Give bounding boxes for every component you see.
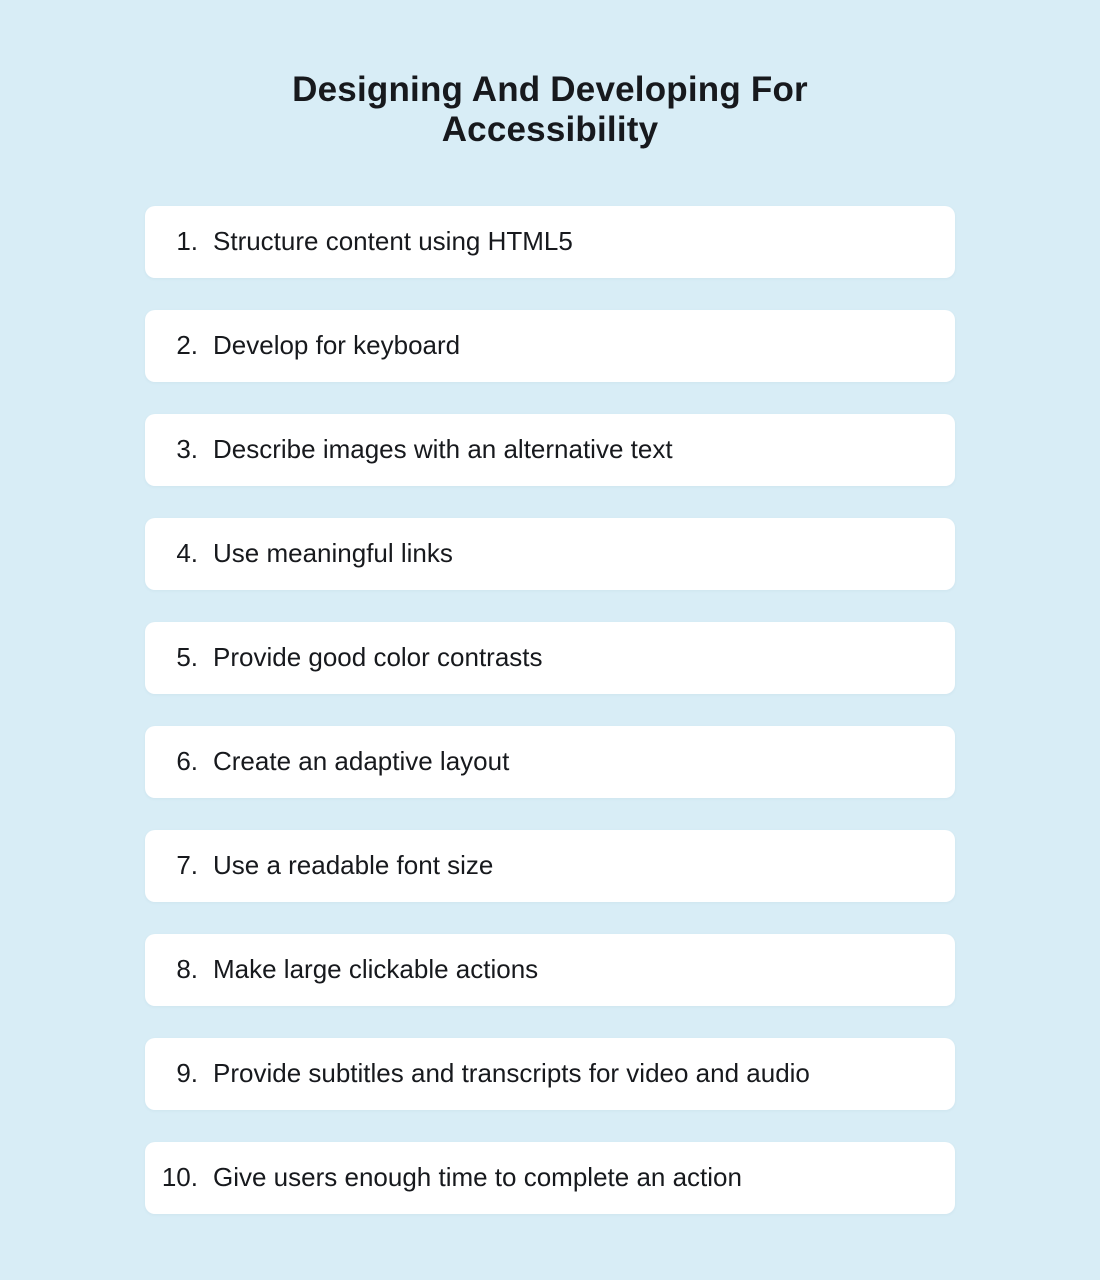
list-item-label: Make large clickable actions [213, 954, 539, 985]
list-item-number: 10. [161, 1162, 198, 1193]
list-item [145, 830, 955, 902]
list-item [145, 310, 955, 382]
list-item-number: 3. [176, 434, 198, 465]
list-item-number: 9. [176, 1058, 198, 1089]
list-item-label: Use a readable font size [213, 850, 494, 881]
list-item [145, 1038, 955, 1110]
page-title [0, 0, 1100, 150]
list-item [145, 934, 955, 1006]
list-item-label: Provide good color contrasts [213, 642, 543, 673]
list-item-label: Structure content using HTML5 [213, 226, 573, 257]
page-title-line-1: Designing And Developing For [292, 70, 808, 109]
list-item-label: Describe images with an alternative text [213, 434, 673, 465]
list-item [145, 622, 955, 694]
list-item-label: Develop for keyboard [213, 330, 461, 361]
list-item [145, 414, 955, 486]
list-item [145, 518, 955, 590]
list-item-number: 7. [176, 850, 198, 881]
list-item [145, 1142, 955, 1214]
list-item-label: Give users enough time to complete an action [213, 1162, 742, 1193]
list-item [145, 206, 955, 278]
accessibility-checklist [145, 206, 955, 1214]
list-item-label: Create an adaptive layout [213, 746, 510, 777]
list-item-number: 5. [176, 642, 198, 673]
list-item-number: 8. [176, 954, 198, 985]
list-item-label: Provide subtitles and transcripts for video and audio [213, 1058, 810, 1089]
list-item-number: 4. [176, 538, 198, 569]
list-item-number: 1. [176, 226, 198, 257]
list-item [145, 726, 955, 798]
list-item-label: Use meaningful links [213, 538, 453, 569]
list-item-number: 2. [176, 330, 198, 361]
page-title-line-2: Accessibility [441, 109, 659, 149]
list-item-number: 6. [176, 746, 198, 777]
